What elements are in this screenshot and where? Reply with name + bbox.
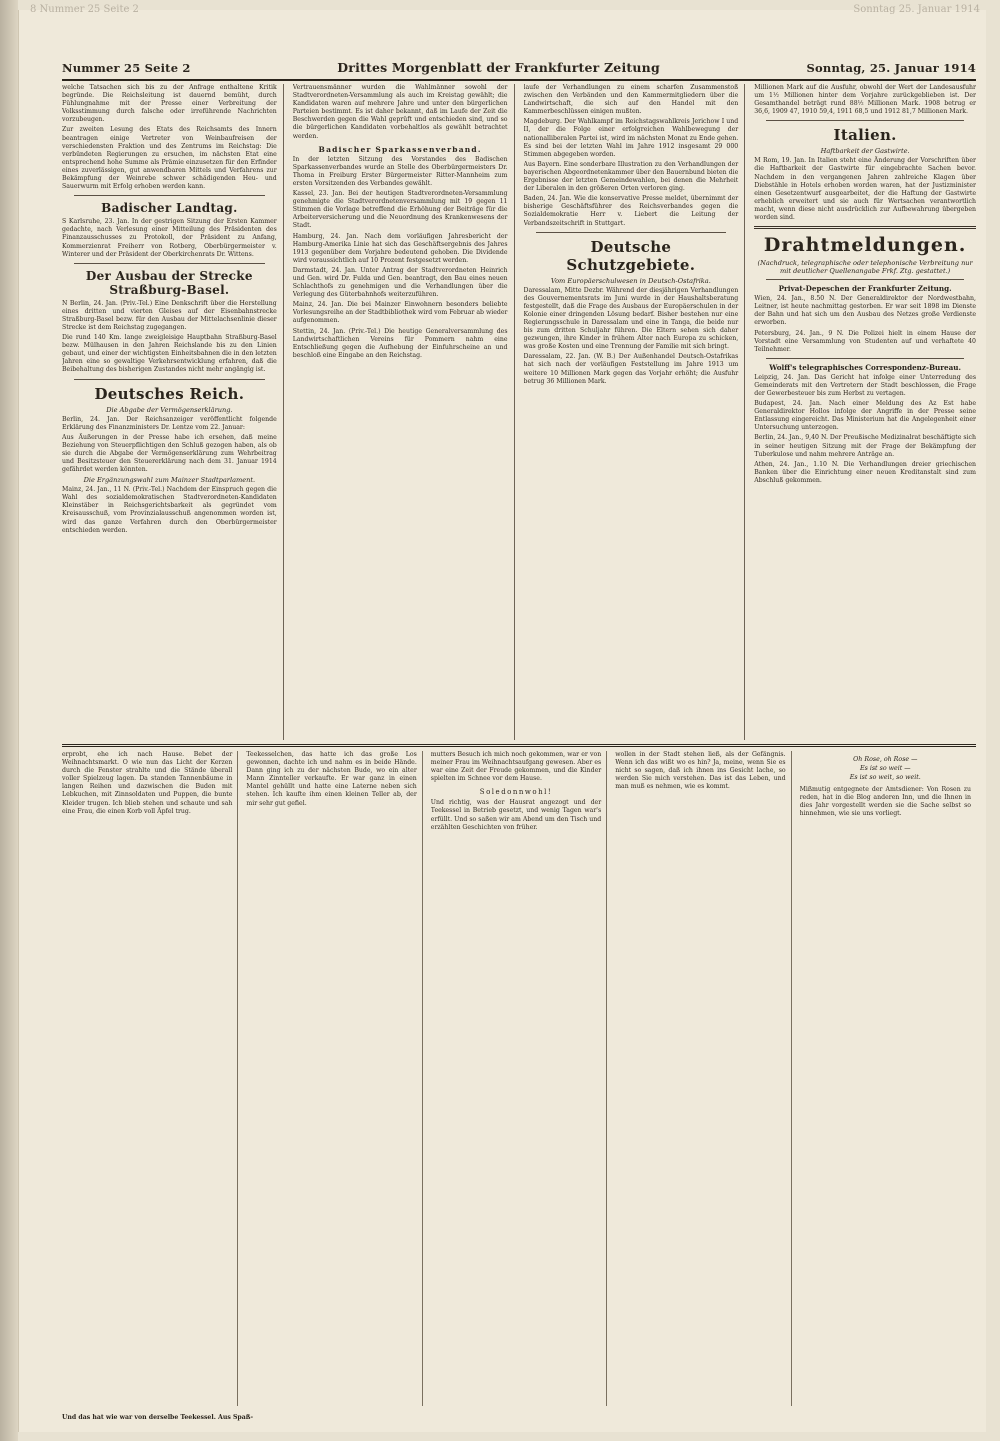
divider <box>766 120 964 121</box>
divider <box>754 226 976 229</box>
article-text: N Berlin, 24. Jan. (Priv.-Tel.) Eine Denkschrift über die Herstellung eines dritten und vierten Gleises auf der Eisenbahnstrecke Straßburg-Basel bezw. für den Ausbau der Mittelachsenlinie dieser Strecke ist dem Reichstag zugegangen. <box>62 299 277 331</box>
section-heading: Deutsche Schutzgebiete. <box>566 237 696 274</box>
article-text: Darmstadt, 24. Jan. Unter Antrag der Stadtverordneten Heinrich und Gen. wird Dr. Fulda und Gen. beantragt, den Bau eines neuen Schlachthofs zu genehmigen und die Verhandlungen über die Verlegung des Güterbahnhofs weiterzuführen. <box>292 266 508 299</box>
story-subtitle: Soledonnwohl! <box>479 788 553 797</box>
article-text: S Karlsruhe, 23. Jan. In der gestrigen Sitzung der Ersten Kammer gedachte, nach Verlesung einer Mitteilung des Präsidenten des Finanzausschusses zu Protokoll, der Präsident zu Anfang, Kommerzienrat Freiherr von Rotberg, Oberbürgermeister v. Winterer und der Präsident der Oberkirchenrats Dr. Wittens. <box>62 218 277 258</box>
column-4 <box>754 84 976 740</box>
feuilleton-column-3 <box>431 751 607 1406</box>
article-text: Berlin, 24. Jan. Der Reichsanzeiger veröffentlicht folgende Erklärung des Finanzministers Dr. Lentze vom 22. Januar: <box>62 415 277 431</box>
story-text: Mißmutig entgegnete der Amtsdiener: Von Rosen zu reden, hat in die Blog anderen Inn, und die Ihnen in dies Jahr vorgestellt werden sie die Sache selbst so hinnehmen, wie sie uns vorliegt. <box>799 786 971 818</box>
footer-line: Und das hat wie war von derselbe Teekessel. Aus Spaß- <box>62 1414 254 1421</box>
section-heading: Wolff's telegraphisches Correspondenz-Bureau. <box>769 362 961 372</box>
section-heading: Italien. <box>833 126 897 145</box>
article-text: In der letzten Sitzung des Vorstandes des Badischen Sparkassenverbandes wurde an Stelle des Oberbürgermeisters Dr. Thoma in Freiburg Erster Bürgermeister Ritter-Mannheim zum ersten Vorsitzenden des Verbandes gewählt. <box>292 155 508 187</box>
section-heading: Badischer Landtag. <box>101 201 238 216</box>
divider <box>74 195 265 196</box>
feuilleton-rule <box>62 744 976 747</box>
article-text: Stettin, 24. Jan. (Priv.-Tel.) Die heutige Generalversammlung des Landwirtschaftlichen Vereins für Pommern nahm eine Entschließung gegen die Aufhebung der Einfuhrscheine an und beschloß eine Eingabe an den Reichstag. <box>292 327 508 359</box>
bleed-left: 8 Nummer 25 Seite 2 <box>30 4 139 15</box>
section-heading: Badischer Sparkassenverband. <box>318 144 482 154</box>
section-subheading: (Nachdruck, telegraphische oder telephonische Verbreitung nur mit deutlicher Quellenangabe Frkf. Ztg. gestattet.) <box>757 259 973 276</box>
section-subheading: Vom Europäerschulwesen in Deutsch-Ostafrika. <box>550 276 711 285</box>
feuilleton-column-1 <box>62 751 238 1406</box>
article-text: Vertrauensmänner wurden die Wahlmänner sowohl der Stadtverordneten-Versammlung als auch im Kreistag gewählt; die Kandidaten waren auf mehrere Jahre und unter den bürgerlichen Parteien bestimmt. Es ist daher bekannt, daß im Laufe der Zeit die Beschwerden gegen die Wahl geprüft und entschieden sind, und so die bürgerlichen Kandidaten vorbehaltlos als gewählt betrachtet werden. <box>292 84 508 140</box>
section-subheading: Haftbarkeit der Gastwirte. <box>820 147 910 156</box>
article-text: Magdeburg. Der Wahlkampf im Reichstagswahlkreis Jerichow I und II, der die Folge einer erfolgreichen Wahlbewegung der nationalliberalen Partei ist, wird im nächsten Monat zu Ende gehen. Es sind bei der letzten Wahl im Jahre 1912 insgesamt 29 000 Stimmen abgegeben worden. <box>523 118 739 158</box>
column-1 <box>62 84 284 740</box>
article-text: Petersburg, 24. Jan., 9 N. Die Polizei hielt in einem Hause der Vorstadt eine Versammlung von Studenten auf und verhaftete 40 Teilnehmer. <box>754 329 976 353</box>
article-text: Leipzig, 24. Jan. Das Gericht hat infolge einer Unterredung des Gemeinderats mit den Vertretern der Stadt beschlossen, die Frage der Gewerbesteuer bis zum Herbst zu vertagen. <box>754 373 976 397</box>
column-fade <box>246 1392 421 1406</box>
article-text: Aus Äußerungen in der Presse habe ich ersehen, daß meine Beziehung von Steuerpflichtigen den Schluß gezogen haben, als ob sie durch die Abgabe der Vermögenserklärung zum Wehrbeitrag und Besitzsteuer den Steuererklärung nach dem 31. Januar 1914 gefährdet werden könnten. <box>62 433 277 474</box>
article-text: laufe der Verhandlungen zu einem scharfen Zusammenstoß zwischen den Verbänden und den Kammermitgliedern über die Landwirtschaft, die sich auf den Handel mit den Kammerbeschlüssen einigen mußten. <box>523 84 739 116</box>
story-text: Teekesselchen, das hatte ich das große Los gewonnen, dachte ich und nahm es in beide Hände. Dann ging ich zu der nächsten Bude, wo ein alter Mann Zinnteller verkaufte. Er war ganz in einen Mantel gehüllt und hatte eine Laterne neben sich stehen. Ich kaufte ihm einen kleinen Teller ab, der mir sehr gut gefiel. <box>246 751 417 807</box>
article-text: welche Tatsachen sich bis zu der Anfrage enthaltene Kritik begründe. Die Reichsleitung ist dauernd bemüht, durch Fühlungnahme mit der Presse einer Verbreitung der Volksstimmung durch falsche oder irreführende Nachrichten vorzubeugen. <box>62 84 277 124</box>
divider <box>766 358 964 359</box>
article-text: Kassel, 23. Jan. Bei der heutigen Stadtverordneten-Versammlung genehmigte die Stadtverordnetenversammlung mit 19 gegen 11 Stimmen die Vorlage betreffend die Erhöhung der Beiträge für die Arbeiterversicherung und die Neuordnung des Krankenwesens der Stadt. <box>292 190 508 230</box>
article-text: Die rund 140 Km. lange zweigleisige Hauptbahn Straßburg-Basel bezw. Mülhausen in den Jahren Reichslande bis zu den Linien gebaut, und einer der wichtigsten Einheitsbahnen die in den letzten Jahren eine so gewaltige Verkehrsentwicklung erfahren, daß die Beibehaltung des bisherigen Zustandes nicht mehr angängig ist. <box>62 334 277 374</box>
section-subheading: Die Ergänzungswahl zum Mainzer Stadtparlament. <box>83 476 256 485</box>
column-fade <box>293 726 514 740</box>
article-text: Daressalam, 22. Jan. (W. B.) Der Außenhandel Deutsch-Ostafrikas hat sich nach der vorläufigen Feststellung im Jahre 1913 um weitere 10 Millionen Mark gegen das Vorjahr erhöht; die Ausfuhr betrug 36 Millionen Mark. <box>523 353 739 385</box>
article-text: Mainz, 24. Jan., 11 N. (Priv.-Tel.) Nachdem der Einspruch gegen die Wahl des sozialdemokratischen Stadtverordneten-Kandidaten Kleinstäber in Reichsgerichtsbarkeit als gegründet vom Kreisausschuß, vom Provinzialausschuß angenommen worden ist, wird das ganze Verfahren durch den Oberbürgermeister entschieden werden. <box>62 486 277 534</box>
page-footer <box>62 1410 976 1422</box>
masthead: Drittes Morgenblatt der Frankfurter Zeitung <box>337 60 660 75</box>
divider <box>536 232 727 233</box>
column-fade <box>615 1392 790 1406</box>
feuilleton-column-5 <box>800 751 976 1406</box>
section-heading: Drahtmeldungen. <box>763 234 967 257</box>
page-number: Nummer 25 Seite 2 <box>62 61 191 75</box>
article-text: Baden, 24. Jan. Wie die konservative Presse meldet, übernimmt der bisherige Geschäftsführer des Reichsverbandes gegen die Sozialdemokratie Herr v. Liebert die Leitung der Verbandszeitschrift in Stuttgart. <box>523 195 739 227</box>
story-text: wollen in der Stadt stehen ließ, als der Gefängnis. Wenn ich das wißt wo es hin? Ja, meine, wenn Sie es nicht so sagen, daß ich ihnen ins Gesicht lache, so werden Sie mich verstehen. Das ist das Leben, und man muß es nehmen, wie es kommt. <box>615 751 786 791</box>
column-fade <box>524 726 745 740</box>
article-text: Hamburg, 24. Jan. Nach dem vorläufigen Jahresbericht der Hamburg-Amerika Linie hat sich das Geschäftsergebnis des Jahres 1913 gegenüber dem Vorjahre bedeutend gehoben. Die Dividende wird voraussichtlich auf 10 Prozent festgesetzt werden. <box>292 232 508 264</box>
feuilleton-column-4 <box>615 751 791 1406</box>
article-text: M Rom, 19. Jan. In Italien steht eine Änderung der Vorschriften über die Haftbarkeit der Gastwirte für eingebrachte Sachen bevor. Nachdem in den vergangenen Jahren zahlreiche Klagen über Diebstähle in Hotels erhoben worden waren, hat der Justizminister einen Gesetzentwurf ausgearbeitet, der die Haftung der Gastwirte erheblich erweitert und sie auch für Wertsachen verantwortlich macht, wenn diese nicht ausdrücklich zur Aufbewahrung übergeben worden sind. <box>754 157 976 222</box>
section-heading: Der Ausbau der Strecke Straßburg-Basel. <box>85 268 253 297</box>
column-2 <box>293 84 515 740</box>
news-columns <box>62 84 976 740</box>
column-fade <box>431 1392 606 1406</box>
section-heading: Deutsches Reich. <box>94 384 245 403</box>
bleed-right: Sonntag 25. Januar 1914 <box>853 4 980 15</box>
article-text: Wien, 24. Jan., 8.50 N. Der Generaldirektor der Nordwestbahn, Leitner, ist heute nachmittag gestorben. Er war seit 1898 im Dienste der Bahn und hat sich um den Ausbau des Netzes große Verdienste erworben. <box>754 295 976 327</box>
article-text: Berlin, 24. Jan., 9,40 N. Der Preußische Medizinalrat beschäftigte sich in seiner heutigen Sitzung mit der Frage der Bekämpfung der Tuberkulose und nahm mehrere Anträge an. <box>754 434 976 458</box>
column-3 <box>524 84 746 740</box>
article-text: Mainz, 24. Jan. Die bei Mainzer Einwohnern besonders beliebte Vorlesungsreihe an der Stadtbibliothek wird vom Februar ab wieder aufgenommen. <box>292 301 508 325</box>
article-text: Zur zweiten Lesung des Etats des Reichsamts des Innern beantragen einige Vertreter von Weinbaufreisen der verschiedensten Fraktion und des Zentrums im Reichstag: Die verbündeten Regierungen zu ersuchen, im nächsten Etat eine entsprechend hohe Summe als Prämie einzusetzen für den Erfinder eines zuverlässigen, gut anwendbaren Mittels und Verfahrens zur Bekämpfung der Weinrebe schwer schädigenden Heu- und Sauerwurm mit Erfolg erhoben werden kann. <box>62 126 277 191</box>
column-fade <box>62 1392 237 1406</box>
article-text: Aus Bayern. Eine sonderbare Illustration zu den Verhandlungen der bayerischen Abgeordnetenkammer über den Bauernbund bieten die Ergebnisse der letzten Gemeindewahlen, bei denen die Mehrheit der Liberalen in den größeren Orten verloren ging. <box>523 160 739 193</box>
article-text: Daressalam, Mitte Dezbr. Während der diesjährigen Verhandlungen des Gouvernementsrats im Juni wurde in der Haushaltsberatung festgestellt, daß die Frage des Ausbaus der Europäerschulen in der Kolonie einer dringenden Lösung bedarf. Bisher bestehen nur eine Regierungsschule in Daressalam und eine in Tanga, die beide nur bis zum dritten Schuljahr führen. Die Eltern sehen sich daher gezwungen, ihre Kinder in frühem Alter nach Europa zu schicken, was große Kosten und eine Trennung der Familie mit sich bringt. <box>523 286 739 351</box>
column-fade <box>754 726 976 740</box>
issue-date: Sonntag, 25. Januar 1914 <box>806 61 976 75</box>
bleed-through-header <box>30 4 980 50</box>
article-text: Athen, 24. Jan., 1.10 N. Die Verhandlungen dreier griechischen Banken über die Einrichtung einer neuen Kreditanstalt sind zum Abschluß gekommen. <box>754 460 976 484</box>
story-text: mutters Besuch ich mich noch gekommen, war er von meiner Frau im Weihnachtsaufgang gewesen. Aber es war eine Zeit der Freude gekommen, und die Kinder spielten im Schnee vor dem Hause. <box>430 751 602 783</box>
article-text: Millionen Mark auf die Ausfuhr, obwohl der Wert der Landesausfuhr um 1½ Millionen hinter dem Vorjahre zurückgeblieben ist. Der Gesamthandel beträgt rund 88½ Millionen Mark. 1908 betrug er 36,6, 1909 47, 1910 59,4, 1911 68,5 und 1912 81,7 Millionen Mark. <box>754 84 976 116</box>
book-binding <box>0 0 18 1441</box>
page-header <box>62 60 976 78</box>
article-text: Budapest, 24. Jan. Nach einer Meldung des Az Est habe Generaldirektor Hollos infolge der Angriffe in der Presse seine Entlassung eingereicht. Das Ministerium hat die Angelegenheit einer Untersuchung unterzogen. <box>754 400 976 432</box>
story-text: erprobt, ehe ich nach Hause. Bebet der Weihnachtsmarkt. O wie nun das Licht der Kerzen durch die Fenster strahlte und die Stände überall voller Spielzeug lagen. Da standen Tannenbäume in langen Reihen und dazwischen die Buden mit Lebkuchen, mit Zinnsoldaten und Puppen, die bunte Kleider trugen. Ich blieb stehen und schaute und sah eine Frau, die einen Korb voll Äpfel trug. <box>62 751 233 815</box>
column-fade <box>62 726 283 740</box>
section-subheading: Die Abgabe der Vermögenserklärung. <box>106 405 233 414</box>
story-text: Und richtig, was der Hausrat angezogt und der Teekessel in Betrieb gesetzt, und wenig Tagen war's erfüllt. Und so saßen wir am Abend um den Tisch und erzählten Geschichten von früher. <box>430 799 602 831</box>
divider <box>74 379 265 380</box>
header-rule <box>62 79 976 81</box>
column-fade <box>800 1392 976 1406</box>
divider <box>766 279 964 280</box>
divider <box>74 263 265 264</box>
feuilleton-column-2 <box>246 751 422 1406</box>
poem-verse: Oh Rose, oh Rose — Es ist so weit — Es ist so weit, so weit. <box>849 756 921 781</box>
feuilleton-columns <box>62 751 976 1406</box>
section-heading: Privat-Depeschen der Frankfurter Zeitung. <box>778 284 952 294</box>
